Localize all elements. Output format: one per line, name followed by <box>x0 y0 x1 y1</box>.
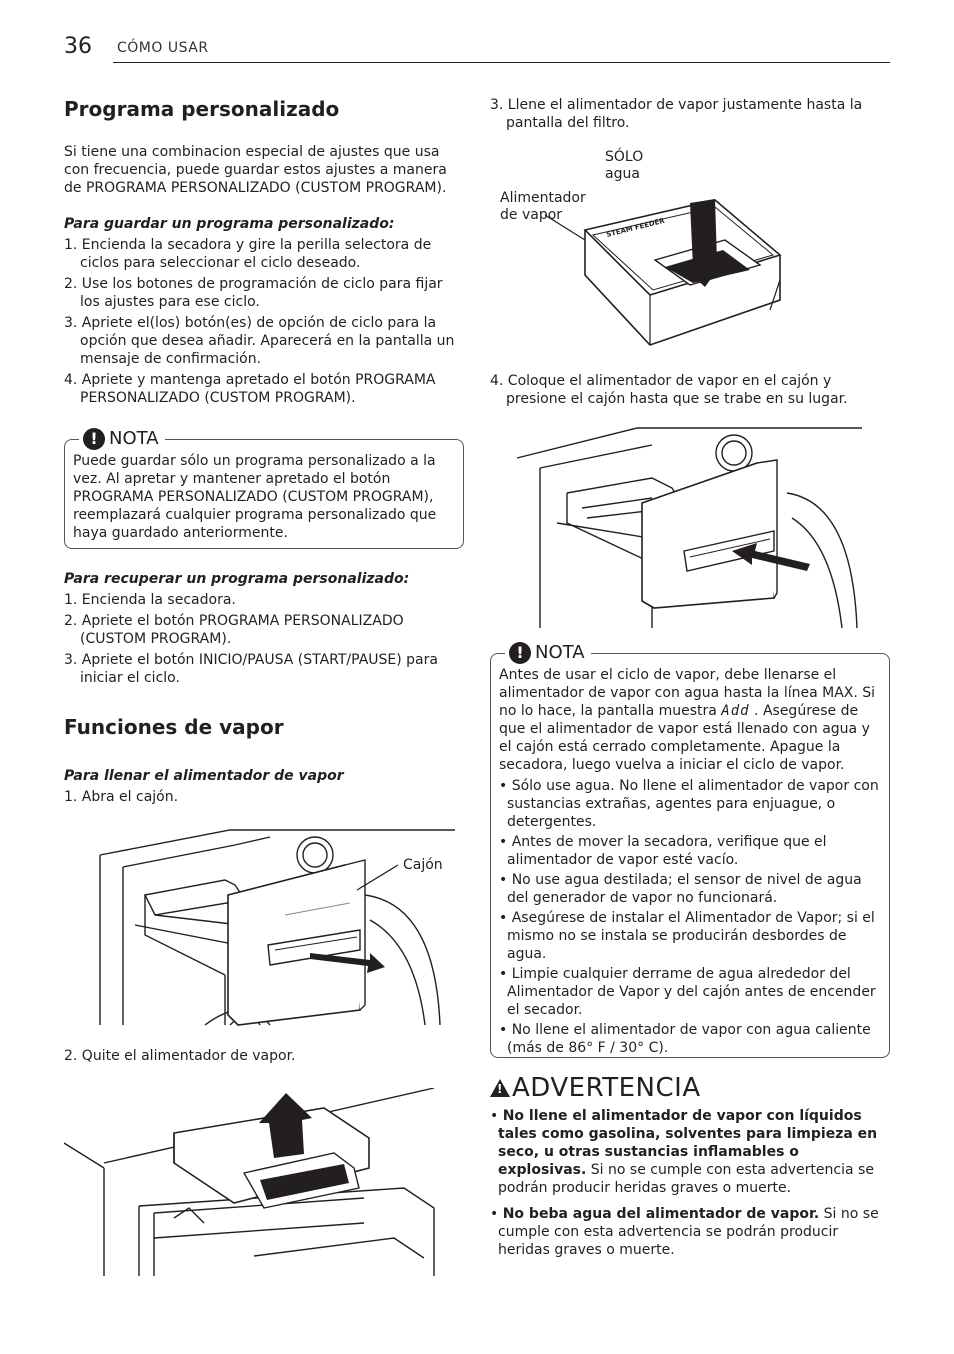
list-item: 1. Encienda la secadora. <box>64 592 236 608</box>
note-label: NOTA <box>109 428 159 449</box>
warning-title <box>490 1073 890 1103</box>
list-item: • Limpie cualquier derrame de agua alrededor del Alimentador de Vapor y del cajón antes de encender el secador. <box>499 966 876 1018</box>
only-water-label <box>605 149 643 183</box>
exclamation-icon: ! <box>83 428 105 450</box>
note-text <box>499 666 881 774</box>
save-heading: Para guardar un programa personalizado: <box>64 216 395 232</box>
steam-feeder-fill-illustration <box>545 185 795 350</box>
recall-steps <box>64 591 464 687</box>
warning-title-text: ADVERTENCIA <box>512 1073 701 1103</box>
label-line: de vapor <box>500 207 563 223</box>
list-item: 4. Coloque el alimentador de vapor en el cajón y presione el cajón hasta que se trabe en su lugar. <box>490 373 848 407</box>
fill-step-2-wrap <box>64 1047 464 1065</box>
open-drawer-illustration <box>95 825 455 1030</box>
list-item: 2. Use los botones de programación de ciclo para fijar los ajustes para ese ciclo. <box>64 276 443 310</box>
section-heading: Funciones de vapor <box>64 715 284 739</box>
list-item: 2. Apriete el botón PROGRAMA PERSONALIZADO (CUSTOM PROGRAM). <box>64 613 404 647</box>
note-text: Puede guardar sólo un programa personalizado a la vez. Al apretar y mantener apretado el botón PROGRAMA PERSONALIZADO (CUSTOM PROGRAM), reemplazará cualquier programa personalizado que haya guardado anteriormente. <box>73 453 437 541</box>
list-item: • Antes de mover la secadora, verifique que el alimentador de vapor esté vacío. <box>499 834 827 868</box>
note-label: NOTA <box>535 642 585 663</box>
warning-rest: Si no se cumple con esta advertencia se podrán producir heridas graves o muerte. <box>498 1162 874 1196</box>
note-tag <box>79 428 165 450</box>
intro-paragraph: Si tiene una combinacion especial de ajustes que usa con frecuencia, puede guardar estos ajustes a manera de PROGRAMA PERSONALIZADO (CUSTOM PROGRAM). <box>64 144 447 196</box>
section-heading: Programa personalizado <box>64 97 340 121</box>
note-box <box>64 428 464 549</box>
list-item: • No use agua destilada; el sensor de nivel de agua del generador de vapor no funcionará. <box>499 872 862 906</box>
section-title: CÓMO USAR <box>117 40 209 56</box>
drawer-label: Cajón <box>403 857 443 873</box>
warning-list <box>490 1107 890 1259</box>
step-4-wrap <box>490 372 890 408</box>
list-item: 4. Apriete y mantenga apretado el botón PROGRAMA PERSONALIZADO (CUSTOM PROGRAM). <box>64 372 436 406</box>
insert-steps <box>490 372 890 408</box>
save-steps <box>64 236 464 407</box>
steam-section <box>64 715 464 806</box>
label-line: Alimentador <box>500 190 586 206</box>
list-item: • No beba agua del alimentador de vapor. Si no se cumple con esta advertencia se podrán producir heridas graves o muerte. <box>490 1206 879 1258</box>
label-line: SÓLO <box>605 149 644 165</box>
warning-bold: No beba agua del alimentador de vapor. <box>502 1206 820 1222</box>
label-line: agua <box>605 166 640 182</box>
insert-feeder-illustration <box>512 423 862 628</box>
list-item: • Asegúrese de instalar el Alimentador de Vapor; si el mismo no se instala se producirán desbordes de agua. <box>499 910 875 962</box>
list-item: 1. Encienda la secadora y gire la perilla selectora de ciclos para seleccionar el ciclo deseado. <box>64 237 432 271</box>
list-item: • No llene el alimentador de vapor con agua caliente (más de 86° F / 30° C). <box>499 1022 871 1056</box>
list-item: 3. Llene el alimentador de vapor justamente hasta la pantalla del filtro. <box>490 97 863 131</box>
list-item: 3. Apriete el(los) botón(es) de opción de ciclo para la opción que desea añadir. Aparecerá en la pantalla un mensaje de confirmación. <box>64 315 455 367</box>
page-number: 36 <box>64 34 92 59</box>
warning-section <box>490 1073 890 1261</box>
note-tag <box>505 642 591 664</box>
warning-rest: Si no se cumple con esta advertencia se podrán producir heridas graves o muerte. <box>498 1206 879 1258</box>
recall-section <box>64 570 464 687</box>
steam-feeder-print: STEAM FEEDER <box>605 216 666 239</box>
list-item: 3. Apriete el botón INICIO/PAUSA (START/PAUSE) para iniciar el ciclo. <box>64 652 438 686</box>
display-readout: Add <box>721 703 750 719</box>
recall-heading: Para recuperar un programa personalizado: <box>64 571 410 587</box>
note-box <box>490 642 890 1058</box>
fill-heading: Para llenar el alimentador de vapor <box>64 768 344 784</box>
note-text-part: . Asegúrese de que el alimentador de vapor está llenado con agua y el cajón está cerrado completamente. Apague la secadora, luego vuelva a iniciar el ciclo de vapor. <box>499 703 870 773</box>
fill-step-2: 2. Quite el alimentador de vapor. <box>64 1048 296 1064</box>
header-rule <box>113 62 890 63</box>
list-item: • No llene el alimentador de vapor con líquidos tales como gasolina, solventes para limpieza en seco, u otras sustancias inflamables o explosivas. Si no se cumple con esta advertencia se podrán producir heridas graves o muerte. <box>490 1108 878 1196</box>
step-3-wrap <box>490 96 890 132</box>
remove-feeder-illustration <box>64 1088 449 1276</box>
exclamation-icon: ! <box>509 642 531 664</box>
warning-triangle-icon: ! <box>490 1079 510 1097</box>
list-item: • Sólo use agua. No llene el alimentador de vapor con sustancias extrañas, agentes para enjuague, o detergentes. <box>499 778 879 830</box>
fill-step-1: 1. Abra el cajón. <box>64 789 179 805</box>
custom-program-section <box>64 97 464 407</box>
fill-steps-right <box>490 96 890 132</box>
warning-bold: No llene el alimentador de vapor con líquidos tales como gasolina, solventes para limpieza en seco, u otras sustancias inflamables o explosivas. <box>498 1108 878 1178</box>
note-text-part: Antes de usar el ciclo de vapor, debe llenarse el alimentador de vapor con agua hasta la línea MAX. Si no lo hace, la pantalla muestra <box>499 667 876 719</box>
note-bullets <box>499 777 881 1057</box>
